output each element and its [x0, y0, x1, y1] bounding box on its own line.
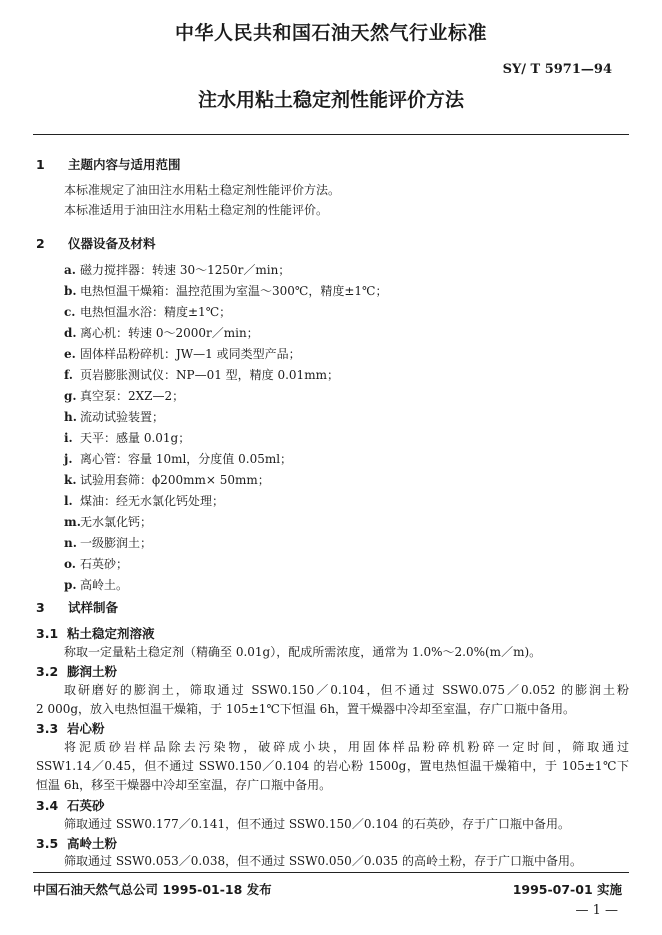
header-divider [33, 134, 629, 135]
equipment-list-item: m.无水氯化钙； [64, 515, 153, 529]
subsection-3-3-heading: 3.3 岩心粉 [36, 721, 105, 736]
equipment-list-item: o. 石英砂； [64, 557, 129, 571]
equipment-list-item: c. 电热恒温水浴：精度±1℃； [64, 305, 232, 319]
subsection-3-2-text: 2 000g，放入电热恒温干燥箱，于 105±1℃下恒温 6h，置干燥器中冷却至室温，存广口瓶中备用。 [36, 702, 576, 716]
section-1-paragraph: 本标准适用于油田注水用粘土稳定剂的性能评价。 [64, 203, 329, 217]
equipment-list-item: e. 固体样品粉碎机：JW—1 或同类型产品； [64, 347, 301, 361]
subsection-3-5-heading: 3.5 高岭土粉 [36, 836, 118, 851]
subsection-3-3-text: 将泥质砂岩样品除去污染物，破碎成小块，用固体样品粉碎机粉碎一定时间，筛取通过 [64, 740, 629, 754]
equipment-list-item: n. 一级膨润土； [64, 536, 153, 550]
effective-date: 1995-07-01 实施 [512, 882, 622, 897]
subsection-3-3-text: SSW1.14／0.45，但不通过 SSW0.150／0.104 的岩心粉 1500g，置电热恒温干燥箱中，于 105±1℃下 [36, 759, 629, 773]
issue-date: 中国石油天然气总公司 1995-01-18 发布 [33, 882, 272, 897]
equipment-list-item: g. 真空泵：2XZ—2； [64, 389, 185, 403]
equipment-list-item: d. 离心机：转速 0～2000r／min； [64, 326, 259, 340]
equipment-list-item: h. 流动试验装置； [64, 410, 165, 424]
footer-divider [33, 872, 629, 873]
subsection-3-5-text: 筛取通过 SSW0.053／0.038，但不通过 SSW0.050／0.035 的高岭土粉，存于广口瓶中备用。 [64, 854, 582, 868]
section-2-heading: 2 仪器设备及材料 [36, 236, 156, 251]
subsection-3-4-heading: 3.4 石英砂 [36, 798, 105, 813]
section-3-heading: 3 试样制备 [36, 600, 119, 615]
section-1-paragraph: 本标准规定了油田注水用粘土稳定剂性能评价方法。 [64, 183, 341, 197]
subsection-3-2-text: 取研磨好的膨润土，筛取通过 SSW0.150／0.104，但不通过 SSW0.075／0.052 的膨润土粉 [64, 683, 629, 697]
subsection-3-4-text: 筛取通过 SSW0.177／0.141，但不通过 SSW0.150／0.104 的石英砂，存于广口瓶中备用。 [64, 817, 570, 831]
equipment-list-item: p. 高岭土。 [64, 578, 129, 592]
subsection-3-1-heading: 3.1 粘土稳定剂溶液 [36, 626, 155, 641]
standard-code: SY/ T 5971—94 [502, 62, 612, 77]
equipment-list-item: f. 页岩膨胀测试仪：NP—01 型，精度 0.01mm； [64, 368, 339, 382]
equipment-list-item: a. 磁力搅拌器：转速 30～1250r／min； [64, 263, 291, 277]
subsection-3-2-heading: 3.2 膨润土粉 [36, 664, 118, 679]
document-title: 注水用粘土稳定剂性能评价方法 [197, 89, 464, 111]
subsection-3-1-text: 称取一定量粘土稳定剂（精确至 0.01g），配成所需浓度，通常为 1.0%～2.0%(m／m)。 [64, 645, 542, 659]
page-number: — 1 — [575, 903, 618, 918]
equipment-list-item: i. 天平：感量 0.01g； [64, 431, 191, 445]
equipment-list-item: j. 离心管：容量 10ml，分度值 0.05ml； [64, 452, 293, 466]
standard-organization-title: 中华人民共和国石油天然气行业标准 [174, 22, 487, 44]
subsection-3-3-text: 恒温 6h，移至干燥器中冷却至室温，存广口瓶中备用。 [36, 778, 332, 792]
equipment-list-item: l. 煤油：经无水氯化钙处理； [64, 494, 225, 508]
section-1-heading: 1 主题内容与适用范围 [36, 157, 181, 172]
equipment-list-item: b. 电热恒温干燥箱：温控范围为室温～300℃，精度±1℃； [64, 284, 388, 298]
equipment-list-item: k. 试验用套筛：ϕ200mm× 50mm； [64, 473, 270, 487]
